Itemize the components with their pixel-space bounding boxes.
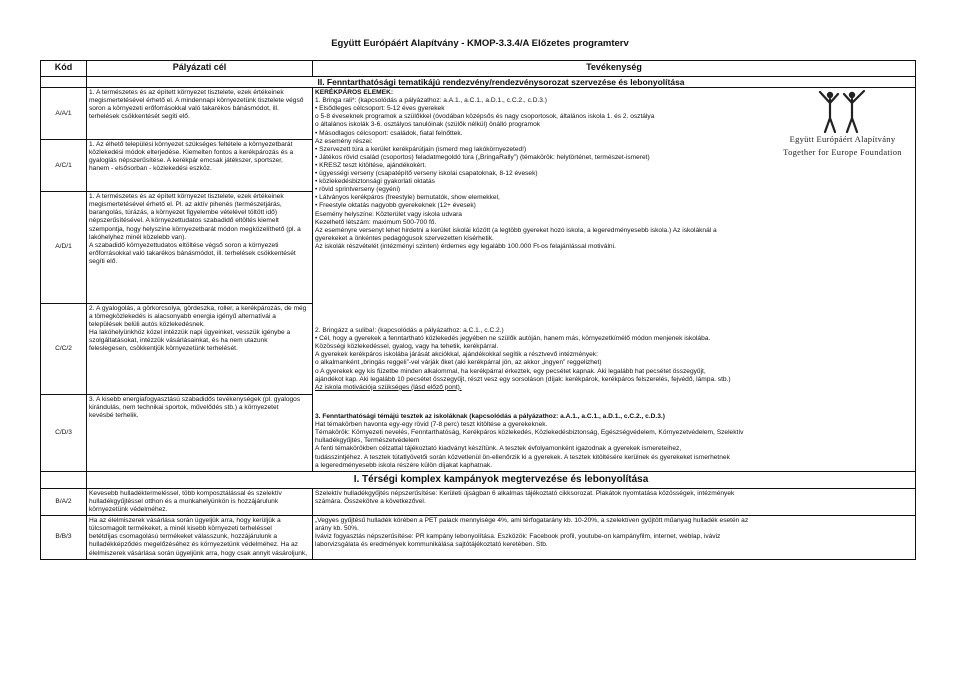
section-row-2 (41, 77, 916, 88)
activity-block-2 (315, 325, 913, 411)
activity-line: • Cél, hogy a gyerekek a fenntartható közlekedés jegyében ne szülők autóján, hanem más, környezetkímélő módon menjenek iskolába. (315, 335, 711, 343)
activity-line: „Vegyes gyűjtésű hulladék körében a PET palack mennyisége 4%, ami térfogatarány kb. 10-20%, a szelektíven gyűjtött műanyag hulladék esetén az (315, 517, 749, 525)
activity-block-3 (315, 411, 913, 470)
goal-line: 3. A kisebb energiafogyasztású szabadidős tevékenységek (pl. gyalogos (89, 395, 301, 403)
activity-line: o A gyerekek egy kis füzetbe minden alkalommal, ha kerékpárral érkeztek, egy pecsétet kapnak. Aki legalább hat pecsétet összegyűjt, (315, 367, 706, 375)
activity-line: • Elsődleges célcsoport: 5-12 éves gyerekek (315, 105, 445, 113)
code-cell: C/C/2 (41, 303, 87, 394)
activity-cell (313, 488, 916, 515)
goal-line: soron a környezeti erőforrásokkal való takarékos bánásmódot, ill. (89, 105, 279, 113)
goal-cell (87, 303, 313, 394)
goal-line: megismertetésével érhető el. A mindennapi környezetünk tisztelete végső (89, 97, 304, 105)
goal-line: barangolás, túrázás, a környezet figyelembe vételével töltött idő) (89, 209, 278, 217)
activity-line: A fenti témakörökben célzattal tájékoztató kiadványt készítünk. A tesztek évfolyamonként igazodnak a gyerekek ismereteihez, (315, 445, 682, 453)
section-1-title: I. Térségi komplex kampányok megtervezése és lebonyolítása (87, 471, 916, 488)
activity-line: a legeredményesebb iskola részére külön díjakat kaphatnak. (315, 461, 493, 469)
activity-line: • rövid sprintverseny (egyéni) (315, 186, 401, 194)
goal-line: kirándulás, nem technikai sportok, művelődés stb.) a környezetet (89, 403, 279, 411)
activity-line: arány kb. 50%. (315, 525, 359, 533)
goal-line: lakóhelyhez minél közelebb van). (89, 233, 187, 241)
activity-line: 1. Bringa rali*: (kapcsolódás a pályázathoz: a.A.1., a.C.1., a.D.1., c.C.2., c.D.3.) (315, 97, 547, 105)
foundation-logo (770, 88, 915, 168)
people-figures-icon (808, 88, 878, 134)
activity-line: Témakörök: Környezeti nevelés, Fenntarthatóság, Kerékpáros közlekedés, Közlekedésbiztonság, Egészségvédelem, Környezetvédelem, Szelektív (315, 429, 744, 437)
activity-line: o általános iskolák 3-6. osztályos tanulóinak (szülők nélkül) önálló programok (315, 121, 541, 129)
code-cell: B/B/3 (41, 516, 87, 559)
activity-line: ajándékot kap. Aki legalább 10 pecsétet összegyűjt, részt vesz egy sorsoláson (díjak: kerékpárok, kerékpáros felszerelés, fejvédő, lámpa. stb.) (315, 375, 731, 383)
goal-line: 2. A gyalogolás, a görkorcsolya, gördeszka, roller, a kerékpározás, de még (89, 304, 307, 312)
code-cell: A/D/1 (41, 192, 87, 304)
goal-line: szempontja, hogy helyszíne környezetbarát módon megközelíthető (pl. a (89, 225, 301, 233)
goal-line: közlekedési módok elterjedése. Kiemelten fontos a kerékpározás és a (89, 149, 294, 157)
activity-line: gyerekeket a önkéntes pedagógusok szervezetten kísérhetik. (315, 234, 494, 242)
goal-line: megismertetésével érhető el. Pl. az aktív pihenés (természetjárás, (89, 201, 282, 209)
goal-cell (87, 192, 313, 304)
goal-line: Kevesebb hulladéktermeléssel, több komposztálással és szelektív (89, 489, 282, 497)
goal-line: 1. Az élhető települési környezet szükséges feltétele a környezetbarát (89, 141, 293, 149)
goal-cell (87, 88, 313, 140)
goal-line: Ha lakóhelyünkhöz közel intézzük napi ügyeinket, vesszük igénybe a (89, 329, 291, 337)
activity-line: Közösségi közlekedéssel, gyalog, vagy ha tehetik, kerékpárral. (315, 343, 499, 351)
activity-line: • ügyességi verseny (csapatépítő verseny iskolai csapatoknak, 8-12 évesek) (315, 170, 538, 178)
activity-line: laborvizsgálata és eredmények kommunikálása sajtótájékoztató keretében. Stb. (315, 541, 548, 549)
goal-line: segíti elő. (89, 257, 118, 265)
activity-line: Az iskolák részvételét (intézményi szinten) érdemes egy legalább 100.000 Ft-os felajánlással motiválni. (315, 242, 616, 250)
goal-line: 1. A természetes és az épített környezet tisztelete, ezek értékeinek (89, 193, 284, 201)
goal-line: terhelések csökkentését segíti elő. (89, 113, 190, 121)
goal-line: betétdíjas csomagolású termékeket válasszunk, hozzájárulunk a (89, 533, 278, 541)
logo-text-en: Together for Europe Foundation (783, 147, 902, 157)
goal-line: hulladékképződés megelőzéséhez és környezetünk védelméhez. Ha az (89, 541, 298, 549)
activity-line: Az esemény részei: (315, 137, 373, 145)
activity-line: Az eseményre versenyt lehet hirdetni a kerület iskolái között (a legtöbb gyereket hozó iskola, a legeredményesebb iskola.) Az iskoláknál a (315, 226, 717, 234)
code-cell: B/A/2 (41, 488, 87, 515)
activity-line: számára. Összekötve a következővel. (315, 497, 426, 505)
activity-line: • Látványos kerékpáros (freestyle) bemutatók, show elemekkel, (315, 194, 500, 202)
header-palyazati-cel: Pályázati cél (87, 61, 313, 77)
goal-line: gyaloglás népszerűsítése. A kerékpár emcsak játékszer, sportszer, (89, 157, 283, 165)
activity-line: Hat témakörben havonta egy-egy rövid (7-8 perc) teszt kitöltése a gyerekeknek. (315, 421, 548, 429)
goal-line: élelmiszerek vásárlása során ügyeljünk arra, hogy csak annyit vásároljunk, (89, 549, 308, 557)
header-row (41, 61, 916, 77)
goal-line: Ha az élelmiszerek vásárlása során ügyeljük arra, hogy kerüljük a (89, 517, 281, 525)
goal-cell (87, 516, 313, 559)
goal-line: erőforrásokkal való takarékos bánásmódot, ill. terhelések csökkentését (89, 249, 296, 257)
goal-line: túlcsomagolt termékeket, a minél kisebb környezeti terheléssel (89, 525, 272, 533)
activity-cell (313, 516, 916, 559)
activity-line: • Másodlagos célcsoport: családok, fiatal felnőttek. (315, 129, 463, 137)
document-title: Együtt Európáért Alapítvány - KMOP-3.3.4/A Előzetes programterv (331, 38, 629, 49)
activity-line: tudásszintjéhez. A tesztek tútatlyövetői során közvetlenül ön-ellenőrzik ki a gyerekek. A tesztek kitöltésére kerülnek és gyerekeket ismerhetnek (315, 453, 730, 461)
goal-line: feleslegesen, csökkentjük környezetünk terhelését. (89, 345, 238, 353)
table-row (41, 488, 916, 515)
goal-line: a tömegközlekedés is alacsonyabb energia igényű alternatívái a (89, 312, 276, 320)
activity-line: o alkalmanként „bringás reggeli”-vel várják őket (aki kerékpárral jön, az akkor „ingyen” reggelizhet) (315, 359, 602, 367)
activity-line: 3. Fenntarthatósági témájú tesztek az iskoláknak (kapcsolódás a pályázathoz: a.A.1., a.C.1., a.D.1., c.C.2., c.D.3.) (315, 413, 665, 421)
code-cell: C/D/3 (41, 394, 87, 471)
goal-cell (87, 140, 313, 192)
header-tevekenyseg: Tevékenység (313, 61, 916, 77)
goal-line: települések belüli autós közlekedésnek. (89, 320, 205, 328)
section-2-title: II. Fenntarthatósági tematikájú rendezvény/rendezvénysorozat szervezése és lebonyolítása (87, 77, 916, 88)
activity-line: Az iskola motivációja szükséges (lásd előző pont). (315, 383, 462, 391)
goal-line: kevésbé terhelik. (89, 411, 139, 419)
activity-line: 2. Bringázz a suliba!: (kapcsolódás a pályázathoz: a.C.1., c.C.2.) (315, 327, 504, 335)
code-cell: A/C/1 (41, 140, 87, 192)
goal-cell (87, 488, 313, 515)
activity-line: Szelektív hulladékgyűjtés népszerűsítése: Kerületi újságban 6 alkalmas tájékoztató cikksorozat. Plakátok nyomtatása közösségek, intézmények (315, 489, 735, 497)
goal-line: szolgáltatásokat, intézzük vásárlásainkat, és ha nem utazunk (89, 337, 268, 345)
activity-line: KERÉKPÁROS ELEMEK: (315, 89, 394, 97)
activity-line: • KRESZ teszt kitöltése, ajándékokért. (315, 161, 427, 169)
goal-line: hanem - elsősorban - közlekedési eszköz. (89, 165, 212, 173)
activity-line: • Játékos rövid család (csoportos) feladatmegoldó túra („BringaRally”) (témakörök: helytörténet, természet-ismeret) (315, 153, 650, 161)
activity-line: Iváviz fogyasztás népszerűsítése: PR kampány lebonyolítása. Eszközök: Facebook profil, youtube-on kampányfilm, internet, weblap, iváviz (315, 533, 721, 541)
logo-text-hu: Együtt Európáért Alapítvány (789, 134, 896, 144)
activity-line: A gyerekek kerékpáros iskolába járását akciókkal, ajándékokkal segítik a résztvevő intézmények: (315, 351, 598, 359)
goal-line: A szabadidő környezettudatos eltöltése végső soron a környezeti (89, 241, 279, 249)
section-row-1 (41, 471, 916, 488)
activity-line: o 5-8 éveseknek programok a szülőkkel (óvodában középsős és nagy csoportosok, általános iskola 1. és 2. osztálya (315, 113, 655, 121)
activity-line: hulladékgyűjtés, Természetvédelem (315, 437, 420, 445)
activity-line: • Szervezett túra a kerület kerékpárútjain (ismerd meg lakókörnyezeted!) (315, 145, 527, 153)
goal-line: hulladékgyűjtéssel otthon és a munkahelyünkön is hozzájárulunk (89, 497, 279, 505)
goal-cell (87, 394, 313, 471)
goal-line: népszerűsítésével. A környezettudatos szabadidő eltöltés kiemelt (89, 217, 279, 225)
activity-line: • Freestyle oktatás nagyobb gyerekeknek (12+ évesek) (315, 202, 476, 210)
goal-line: 1. A természetes és az épített környezet tisztelete, ezek értékeinek (89, 89, 284, 97)
goal-line: környezetünk védelméhez. (89, 506, 168, 514)
activity-line: Esemény helyszíne: Közterület vagy iskola udvara (315, 210, 462, 218)
activity-line: Kezelhető létszám: maximum 500-700 fő. (315, 218, 437, 226)
header-kod: Kód (41, 61, 87, 77)
activity-line: • közlekedésbiztonsági gyakorlati oktatás (315, 178, 435, 186)
table-row (41, 516, 916, 559)
code-cell: A/A/1 (41, 88, 87, 140)
